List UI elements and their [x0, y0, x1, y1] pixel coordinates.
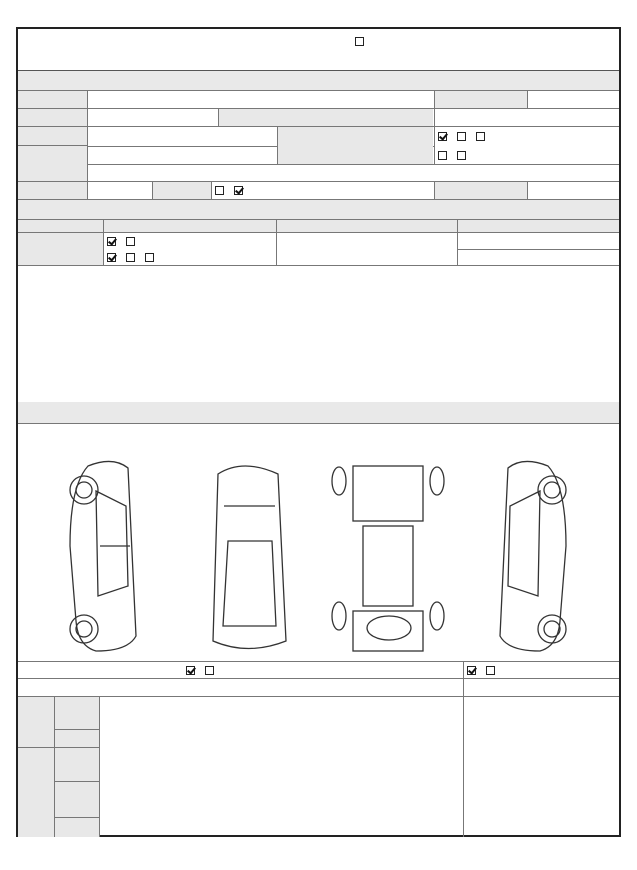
label-exchange-parts [18, 679, 463, 696]
label-fuel [18, 165, 87, 181]
accident-history-options [183, 662, 221, 678]
rank-b [55, 782, 99, 818]
accident-header [18, 402, 619, 424]
mileage-low[interactable] [142, 253, 156, 262]
row-year [18, 109, 619, 127]
price-option-checkbox[interactable] [355, 37, 364, 46]
exchange-price [464, 697, 619, 837]
mileage-level [104, 249, 161, 266]
label-exchange-price [464, 679, 619, 696]
label-main-frame [18, 748, 54, 837]
row-accident-history [18, 662, 619, 679]
row-exchange-header [18, 679, 619, 697]
car-diagram [18, 446, 619, 661]
warranty-insurance[interactable] [231, 186, 245, 195]
top-view [213, 466, 286, 649]
label-inspection-validity [219, 109, 433, 126]
trans-manual-checkbox[interactable] [457, 132, 466, 141]
row-fuel [18, 165, 619, 182]
mileage-price-2 [458, 249, 619, 266]
transmission-options-2 [435, 146, 473, 165]
trans-manual[interactable] [454, 132, 468, 141]
trans-auto-checkbox[interactable] [438, 132, 447, 141]
repair-none-checkbox[interactable] [467, 666, 476, 675]
mileage-high[interactable] [104, 253, 118, 262]
right-side-view [500, 461, 566, 651]
mileage-condition [104, 233, 142, 249]
first-reg-date [88, 127, 94, 146]
label-mileage [18, 233, 103, 265]
col-price-note [458, 220, 619, 232]
row-engine [18, 182, 619, 200]
reg-number [528, 91, 534, 108]
rank-c [55, 818, 99, 837]
basic-info-header [18, 71, 619, 91]
label-reg-number [435, 91, 527, 108]
warranty-options [212, 182, 262, 199]
label-first-reg [18, 127, 87, 146]
gauge-good[interactable] [104, 237, 118, 246]
row-mileage [18, 233, 619, 266]
mileage-low-checkbox[interactable] [145, 253, 154, 262]
mileage-price [458, 233, 619, 249]
col-item [277, 220, 457, 232]
label-year [18, 109, 87, 126]
label-car-name [18, 91, 87, 108]
label-base-price [435, 182, 527, 199]
label-vin [18, 146, 87, 165]
label-outer-panel [18, 697, 54, 748]
frame-view [332, 466, 444, 651]
row-name [18, 91, 619, 109]
trans-semi[interactable] [473, 132, 487, 141]
rank-a [55, 748, 99, 782]
left-side-view [70, 461, 136, 651]
price-option [352, 32, 366, 50]
transmission-options [435, 127, 492, 146]
inspection-form [16, 27, 621, 837]
repair-yes-checkbox[interactable] [486, 666, 495, 675]
mileage-normal-checkbox[interactable] [126, 253, 135, 262]
row-first-reg [18, 127, 619, 165]
status-col-header [18, 220, 619, 233]
repair-none[interactable] [464, 666, 478, 675]
trans-semi-checkbox[interactable] [476, 132, 485, 141]
warranty-self-checkbox[interactable] [215, 186, 224, 195]
base-price [532, 182, 536, 199]
col-status [104, 220, 276, 232]
warranty-insurance-checkbox[interactable] [234, 186, 243, 195]
model-year [88, 109, 94, 126]
col-usage-history [18, 220, 103, 232]
label-warranty [153, 182, 211, 199]
trans-auto[interactable] [435, 132, 449, 141]
accident-none[interactable] [183, 666, 197, 675]
diagram-area [18, 424, 619, 662]
car-name [88, 91, 94, 108]
rank-2 [55, 730, 99, 748]
trans-cvt[interactable] [435, 151, 449, 160]
simple-repair-options [464, 662, 502, 678]
label-accident-history [18, 662, 183, 678]
gauge-bad-checkbox[interactable] [126, 237, 135, 246]
mileage-normal[interactable] [123, 253, 137, 262]
accident-yes[interactable] [202, 666, 216, 675]
exchange-table [18, 697, 619, 837]
gauge-bad[interactable] [123, 237, 137, 246]
trans-other[interactable] [454, 151, 468, 160]
title-row [18, 29, 619, 71]
gauge-good-checkbox[interactable] [107, 237, 116, 246]
inspection-validity [435, 109, 441, 126]
repair-yes[interactable] [483, 666, 497, 675]
mileage-high-checkbox[interactable] [107, 253, 116, 262]
trans-cvt-checkbox[interactable] [438, 151, 447, 160]
accident-none-checkbox[interactable] [186, 666, 195, 675]
label-transmission [278, 127, 433, 164]
warranty-self[interactable] [212, 186, 226, 195]
trans-other-checkbox[interactable] [457, 151, 466, 160]
engine-type [88, 182, 94, 199]
rank-1 [55, 697, 99, 730]
accident-yes-checkbox[interactable] [205, 666, 214, 675]
label-engine [18, 182, 87, 199]
status-header [18, 200, 619, 220]
